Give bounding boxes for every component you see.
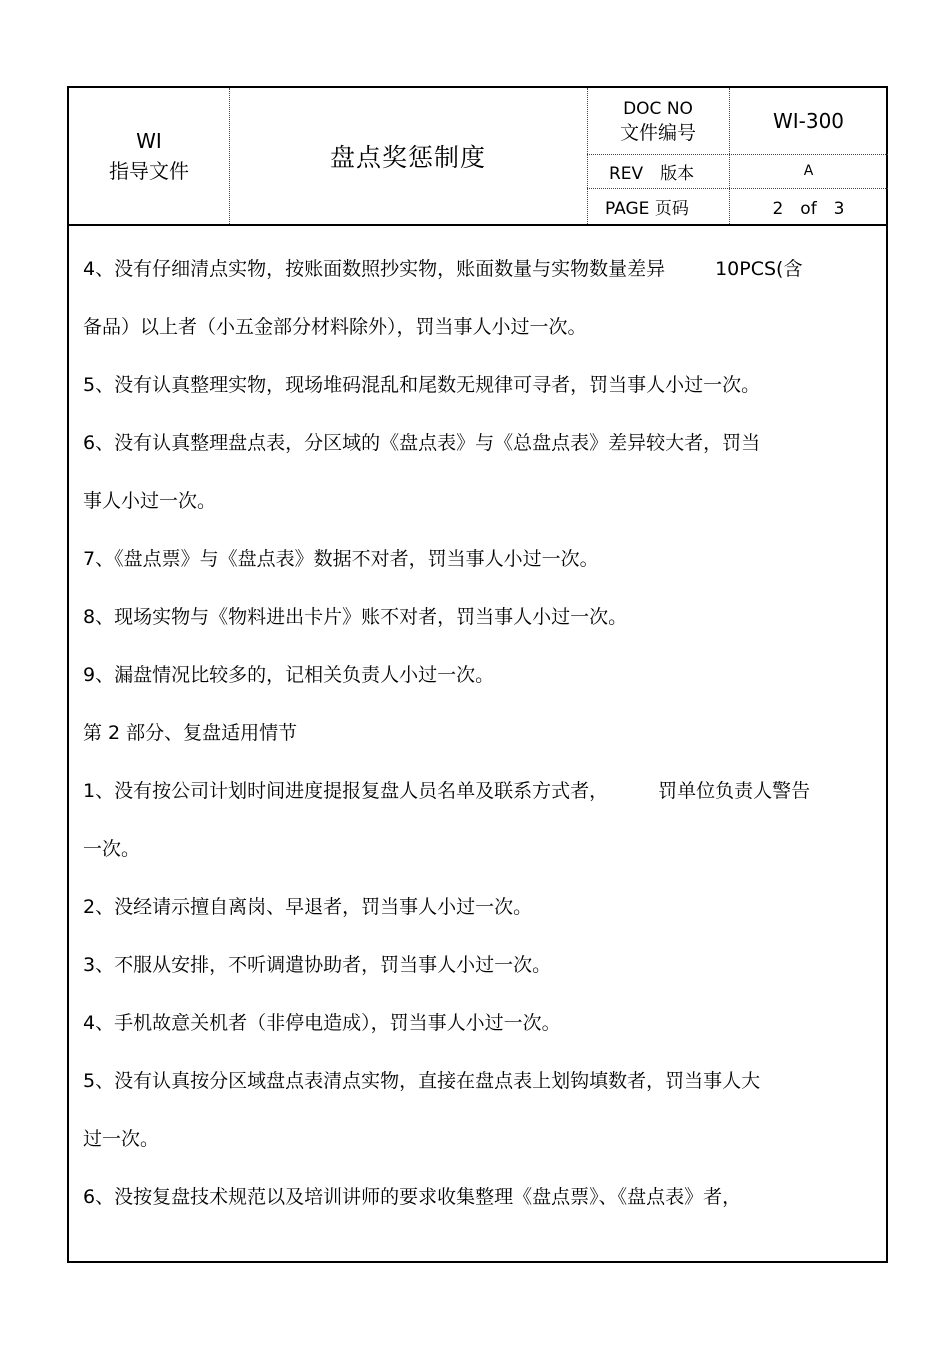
document-body — [83, 240, 873, 1226]
body-line: 事人小过一次。 — [83, 490, 217, 512]
document-title: 盘点奖惩制度 — [329, 143, 486, 172]
rev-label: REV 版本 — [609, 163, 695, 184]
body-line: 一次。 — [83, 838, 141, 860]
doc-no-label-cell — [587, 88, 729, 154]
body-line: 6、没有认真整理盘点表，分区域的《盘点表》与《总盘点表》差异较大者，罚当 — [83, 432, 761, 454]
body-line: 5、没有认真整理实物，现场堆码混乱和尾数无规律可寻者，罚当事人小过一次。 — [83, 374, 761, 396]
body-line: 过一次。 — [83, 1128, 160, 1150]
body-line: 3、不服从安排，不听调遣协助者，罚当事人小过一次。 — [83, 954, 552, 976]
wi-cell — [69, 88, 229, 224]
page-value: 2 of 3 — [772, 198, 845, 219]
body-line: 8、现场实物与《物料进出卡片》账不对者，罚当事人小过一次。 — [83, 606, 628, 628]
body-line: 7、《盘点票》与《盘点表》数据不对者，罚当事人小过一次。 — [83, 548, 599, 570]
rev-value: A — [803, 163, 814, 179]
document-header — [69, 88, 886, 226]
body-line: 备品）以上者（小五金部分材料除外），罚当事人小过一次。 — [83, 316, 587, 338]
doc-no-label-en: DOC NO — [623, 99, 693, 119]
body-line-text: 1、没有按公司计划时间进度提报复盘人员名单及联系方式者， — [83, 780, 609, 802]
body-line — [83, 240, 873, 298]
section-heading: 第 2 部分、复盘适用情节 — [83, 722, 298, 744]
wi-code: WI — [136, 129, 162, 153]
body-line: 9、漏盘情况比较多的，记相关负责人小过一次。 — [83, 664, 495, 686]
wi-label: 指导文件 — [109, 159, 189, 183]
body-line-text: 罚单位负责人警告 — [658, 780, 811, 802]
body-line: 4、手机故意关机者（非停电造成），罚当事人小过一次。 — [83, 1012, 561, 1034]
body-line: 6、没按复盘技术规范以及培训讲师的要求收集整理《盘点票》、《盘点表》者， — [83, 1186, 742, 1208]
doc-no-value: WI-300 — [772, 109, 845, 133]
page-label: PAGE 页码 — [605, 198, 689, 219]
body-line-text: 10PCS(含 — [715, 258, 803, 280]
body-line: 2、没经请示擅自离岗、早退者，罚当事人小过一次。 — [83, 896, 533, 918]
doc-no-label-zh: 文件编号 — [619, 122, 696, 144]
body-line — [83, 762, 873, 820]
body-line: 5、没有认真按分区域盘点表清点实物，直接在盘点表上划钩填数者，罚当事人大 — [83, 1070, 761, 1092]
body-line-text: 4、没有仔细清点实物，按账面数照抄实物，账面数量与实物数量差异 — [83, 258, 666, 280]
